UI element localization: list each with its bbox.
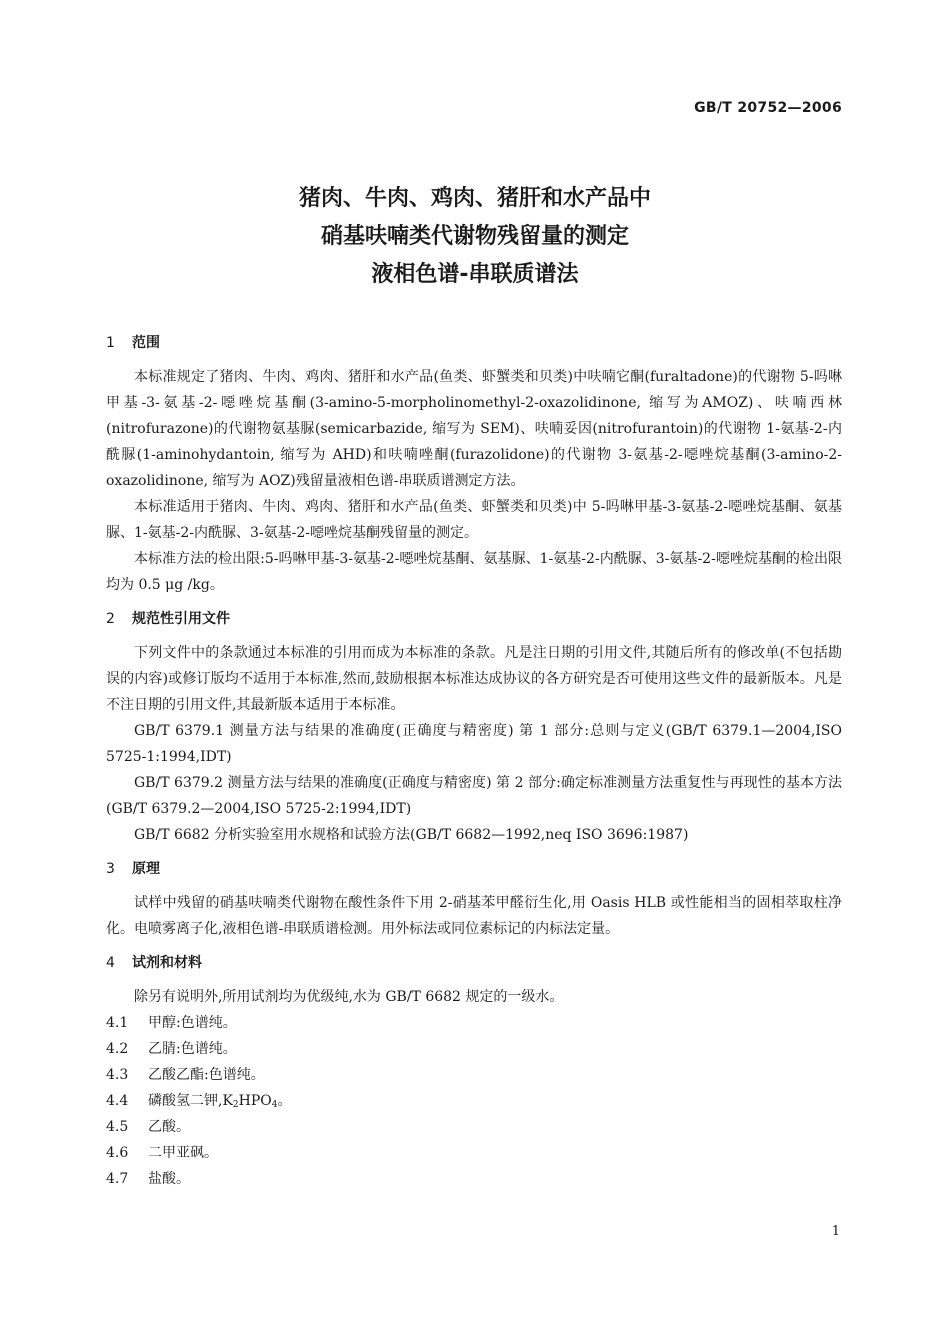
- item-text: 乙腈:色谱纯。: [148, 1041, 237, 1057]
- item-text: 磷酸氢二钾,K: [148, 1093, 233, 1109]
- item-text: 乙酸。: [148, 1119, 190, 1135]
- list-item: [106, 1166, 842, 1192]
- title-line-3: 液相色谱-串联质谱法: [371, 262, 579, 287]
- document-title: [0, 180, 950, 294]
- section-number: 4: [106, 955, 115, 971]
- title-line-2: 硝基呋喃类代谢物残留量的测定: [320, 224, 629, 249]
- section-title: 规范性引用文件: [132, 611, 230, 627]
- section-number: 2: [106, 611, 115, 627]
- list-item: [106, 1088, 842, 1114]
- item-number: 4.5: [106, 1119, 129, 1135]
- item-text: 乙酸乙酯:色谱纯。: [148, 1067, 265, 1083]
- list-item: [106, 1114, 842, 1140]
- title-line-1: 猪肉、牛肉、鸡肉、猪肝和水产品中: [298, 186, 651, 211]
- list-item: [106, 1036, 842, 1062]
- section-4-paragraph-1: 除另有说明外,所用试剂均为优级纯,水为 GB/T 6682 规定的一级水。: [134, 989, 564, 1005]
- item-text: 盐酸。: [148, 1171, 190, 1187]
- section-title: 试剂和材料: [132, 955, 202, 971]
- reference-2: GB/T 6379.2 测量方法与结果的准确度(正确度与精密度) 第 2 部分:确定标准测量方法重复性与再现性的基本方法(GB/T 6379.2—2004,ISO 5725-2:1994,IDT): [106, 775, 842, 817]
- item-text: 二甲亚砜。: [148, 1145, 218, 1161]
- reference-1: GB/T 6379.1 测量方法与结果的准确度(正确度与精密度) 第 1 部分:总则与定义(GB/T 6379.1—2004,ISO 5725-1:1994,IDT): [106, 723, 842, 765]
- item-number: 4.7: [106, 1171, 129, 1187]
- reference-3: GB/T 6682 分析实验室用水规格和试验方法(GB/T 6682—1992,neq ISO 3696:1987): [134, 827, 689, 843]
- standard-number: GB/T 20752—2006: [694, 100, 842, 116]
- item-number: 4.1: [106, 1015, 129, 1031]
- section-1-paragraph-3: 本标准方法的检出限:5-吗啉甲基-3-氨基-2-噁唑烷基酮、氨基脲、1-氨基-2-内酰脲、3-氨基-2-噁唑烷基酮的检出限均为 0.5 μg /kg。: [106, 551, 842, 593]
- section-3-heading: [106, 856, 842, 882]
- item-number: 4.3: [106, 1067, 129, 1083]
- section-title: 范围: [132, 335, 160, 351]
- section-1-heading: [106, 330, 842, 356]
- section-1-paragraph-2: 本标准适用于猪肉、牛肉、鸡肉、猪肝和水产品(鱼类、虾蟹类和贝类)中 5-吗啉甲基-3-氨基-2-噁唑烷基酮、氨基脲、1-氨基-2-内酰脲、3-氨基-2-噁唑烷基酮残留量的测定。: [106, 499, 842, 541]
- subscript: 4: [271, 1100, 278, 1110]
- section-title: 原理: [132, 861, 160, 877]
- section-number: 3: [106, 861, 115, 877]
- list-item: [106, 1010, 842, 1036]
- section-2-paragraph-1: 下列文件中的条款通过本标准的引用而成为本标准的条款。凡是注日期的引用文件,其随后所有的修改单(不包括勘误的内容)或修订版均不适用于本标准,然而,鼓励根据本标准达成协议的各方研究是否可使用这些文件的最新版本。凡是不注日期的引用文件,其最新版本适用于本标准。: [106, 645, 842, 713]
- document-body: [106, 330, 842, 1192]
- list-item: [106, 1062, 842, 1088]
- item-text: 甲醇:色谱纯。: [148, 1015, 237, 1031]
- list-item: [106, 1140, 842, 1166]
- section-4-heading: [106, 950, 842, 976]
- subscript: 2: [232, 1100, 239, 1110]
- item-text: HPO: [238, 1093, 272, 1109]
- section-3-paragraph-1: 试样中残留的硝基呋喃类代谢物在酸性条件下用 2-硝基苯甲醛衍生化,用 Oasis HLB 或性能相当的固相萃取柱净化。电喷雾离子化,液相色谱-串联质谱检测。用外标法或同位素标记的内标法定量。: [106, 895, 842, 937]
- item-number: 4.4: [106, 1093, 129, 1109]
- item-number: 4.6: [106, 1145, 129, 1161]
- section-1-paragraph-1: 本标准规定了猪肉、牛肉、鸡肉、猪肝和水产品(鱼类、虾蟹类和贝类)中呋喃它酮(furaltadone)的代谢物 5-吗啉甲基-3-氨基-2-噁唑烷基酮(3-amino-5-morpholinomethyl-2-oxazolidinone, 缩写为AMOZ)、呋喃西林(nitrofurazone)的代谢物氨基脲(semicarbazide, 缩写为 SEM)、呋喃妥因(nitrofurantoin)的代谢物 1-氨基-2-内酰脲(1-aminohydantoin, 缩写为 AHD)和呋喃唑酮(furazolidone)的代谢物 3-氨基-2-噁唑烷基酮(3-amino-2-oxazolidinone, 缩写为 AOZ)残留量液相色谱-串联质谱测定方法。: [106, 369, 842, 489]
- section-2-heading: [106, 606, 842, 632]
- page-number: 1: [831, 1224, 840, 1239]
- item-number: 4.2: [106, 1041, 129, 1057]
- item-text: 。: [277, 1093, 292, 1109]
- section-number: 1: [106, 335, 115, 351]
